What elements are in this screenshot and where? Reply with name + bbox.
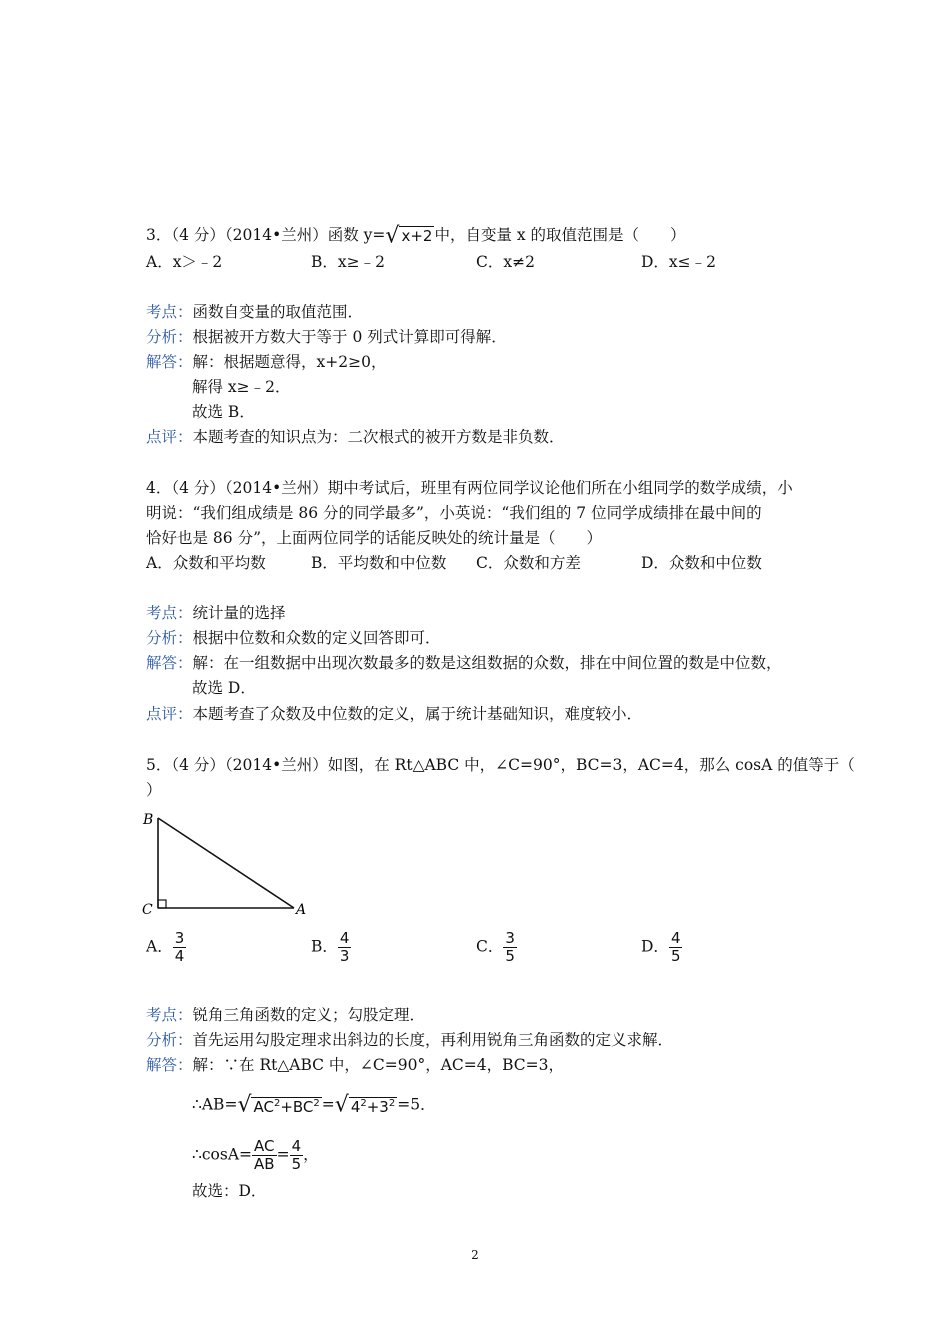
q3-stem: 3．（4 分）（2014•兰州）函数 y=√ x+2 中，自变量 x 的取值范围是（ ） [146,223,686,249]
radical-4-3: √ $4^2+3^2$ [334,1092,396,1118]
q4-dianping: 点评：本题考查了众数及中位数的定义，属于统计基础知识，难度较小． [146,705,643,723]
q3-kaodian: 考点：函数自变量的取值范围． [146,303,364,321]
q3-fenxi: 分析：根据被开方数大于等于 0 列式计算即可得解． [146,328,507,346]
q4-fenxi: 分析：根据中位数和众数的定义回答即可． [146,629,441,647]
fraction: $\frac{3}{5}$ [505,929,515,965]
q4-option-b: B．平均数和中位数 [311,554,447,572]
q4-jieda-line2: 故选 D． [192,679,256,697]
q5-fenxi: 分析：首先运用勾股定理求出斜边的长度，再利用锐角三角函数的定义求解． [146,1031,674,1049]
q4-option-c: C．众数和方差 [476,554,581,572]
fraction: $\frac{4}{5}$ [670,929,681,965]
q3-option-a: A．x＞﹣2 [146,253,223,271]
fraction-4-5: $\frac{4}{5}$ [291,1137,302,1173]
q5-stem-line1: 5．（4 分）（2014•兰州）如图，在 Rt△ABC 中，∠C=90°，BC=3，AC=4，那么 cosA 的值等于（ [146,756,855,774]
radical-x-plus-2: √ x+2 [385,223,433,249]
q3-option-c: C．x≠2 [476,253,535,271]
q4-kaodian: 考点：统计量的选择 [146,604,286,622]
q4-stem-line1: 4．（4 分）（2014•兰州）期中考试后，班里有两位同学议论他们所在小组同学的数学成绩，小 [146,479,793,497]
right-triangle-figure [140,808,320,920]
right-angle-mark [158,900,166,908]
fraction-ac-ab: $\frac{AC}{AB}$ [254,1137,275,1173]
side-ab [158,818,294,908]
q5-option-b: B． $\frac{4}{3}$ [311,929,350,965]
q5-choose: 故选：D． [192,1182,267,1200]
vertex-label-c: C [142,902,153,918]
q5-option-c: C． $\frac{3}{5}$ [476,929,515,965]
q3-option-b: B．x≥﹣2 [311,253,385,271]
q5-option-a: A． $\frac{3}{4}$ [146,929,185,965]
q4-option-a: A．众数和平均数 [146,554,266,572]
q5-stem-line2: ） [146,781,162,799]
q4-stem-line3: 恰好也是 86 分”，上面两位同学的话能反映处的统计量是（ ） [146,529,603,547]
q3-dianping: 点评：本题考查的知识点为：二次根式的被开方数是非负数． [146,428,565,446]
radical-ac-bc: √ $AC^2+BC^2$ [237,1092,320,1118]
q5-kaodian: 考点：锐角三角函数的定义；勾股定理． [146,1006,426,1024]
q3-option-d: D．x≤﹣2 [641,253,717,271]
q3-jieda-line3: 故选 B． [192,403,255,421]
q5-cos-calc: ∴cosA= $\frac{AC}{AB}$ = $\frac{4}{5}$ ， [192,1137,319,1173]
q3-jieda-line2: 解得 x≥﹣2． [192,378,291,396]
vertex-label-a: A [296,902,307,918]
q3-jieda: 解答：解：根据题意得，x+2≥0， [146,353,387,371]
q4-stem-line2: 明说：“我们组成绩是 86 分的同学最多”，小英说：“我们组的 7 位同学成绩排在最中间的 [146,504,762,522]
page-number: 2 [471,1248,479,1262]
q5-ab-calc: ∴AB=√ $AC^2+BC^2$ =√ $4^2+3^2 =5$． [192,1092,436,1118]
q5-jieda: 解答：解：∵在 Rt△ABC 中，∠C=90°，AC=4，BC=3， [146,1056,565,1074]
q5-option-d: D． $\frac{4}{5}$ [641,929,681,965]
q4-jieda: 解答：解：在一组数据中出现次数最多的数是这组数据的众数，排在中间位置的数是中位数， [146,654,782,672]
vertex-label-b: B [143,812,154,828]
fraction: $\frac{4}{3}$ [339,929,350,965]
q4-option-d: D．众数和中位数 [641,554,762,572]
fraction: $\frac{3}{4}$ [174,929,185,965]
